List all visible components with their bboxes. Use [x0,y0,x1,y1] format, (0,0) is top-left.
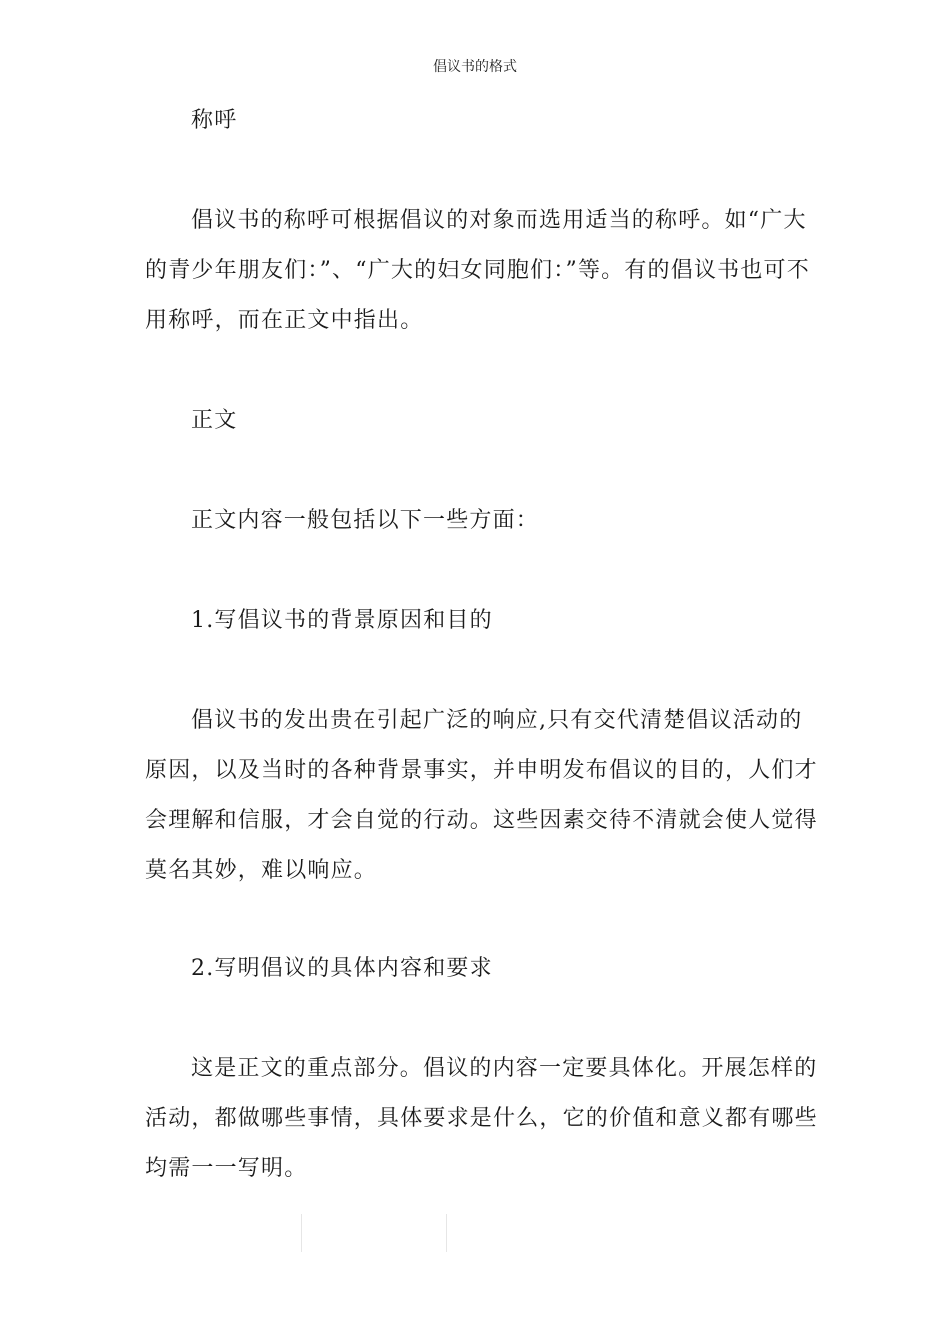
item-1-paragraph: 倡议书的发出贵在引起广泛的响应,只有交代清楚倡议活动的原因，以及当时的各种背景事实，并申明发布倡议的目的，人们才会理解和信服，才会自觉的行动。这些因素交待不清就会使人觉得莫名其妙，难以响应。 [145,708,818,883]
heading-body: 正文 [191,408,238,433]
footer-divider-right [446,1214,447,1252]
item-2-title: 2.写明倡议的具体内容和要求 [191,956,493,981]
item-1-title: 1.写倡议书的背景原因和目的 [191,608,493,633]
paragraph-body-intro: 正文内容一般包括以下一些方面： [191,508,540,533]
item-2-paragraph: 这是正文的重点部分。倡议的内容一定要具体化。开展怎样的活动，都做哪些事情，具体要求是什么，它的价值和意义都有哪些均需一一写明。 [145,1056,818,1181]
page-header-title: 倡议书的格式 [433,59,517,75]
paragraph-salutation: 倡议书的称呼可根据倡议的对象而选用适当的称呼。如“广大的青少年朋友们：”、“广大的妇女同胞们：”等。有的倡议书也可不用称呼，而在正文中指出。 [145,208,810,333]
heading-salutation: 称呼 [191,108,238,133]
footer-divider-left [301,1214,302,1252]
